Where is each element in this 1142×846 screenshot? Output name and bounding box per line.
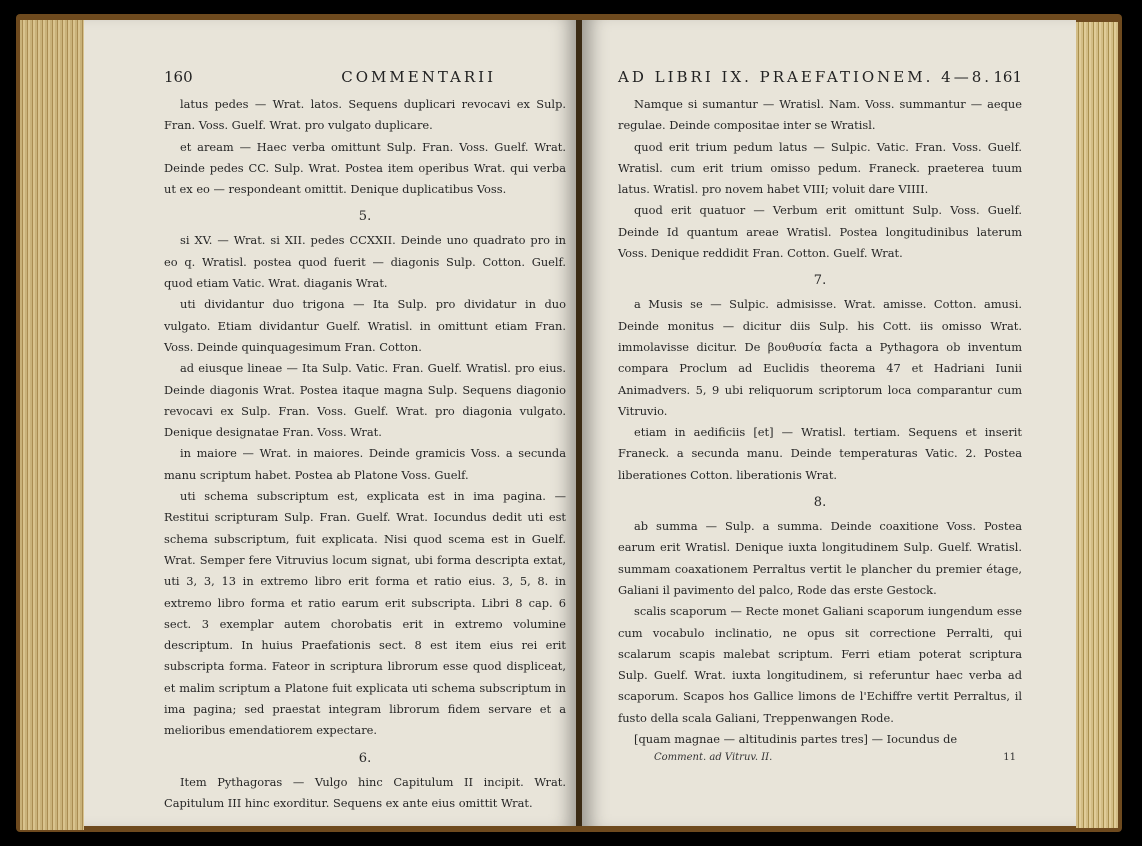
- paragraph: in maiore — Wrat. in maiores. Deinde gramicis Voss. a secunda manu scriptum habet. Postea ab Platone Voss. Guelf.: [164, 446, 566, 482]
- left-page-content: [164, 68, 566, 814]
- paragraph: uti dividantur duo trigona — Ita Sulp. pro dividatur in duo vulgato. Etiam dividantur Guelf. Wratisl. in omittunt etiam Fran. Voss. Deinde quinquagesimum Fran. Cotton.: [164, 297, 566, 354]
- right-running-head: [618, 68, 1022, 86]
- paragraph: quod erit trium pedum latus — Sulpic. Vatic. Fran. Voss. Guelf. Wratisl. cum erit trium omisso pedum. Franeck. praeterea tuum latus. Wratisl. pro novem habet VIII; voluit dare VIIII.: [618, 139, 1022, 197]
- section-number: 8.: [813, 495, 827, 511]
- paragraph: Namque si sumantur — Wratisl. Nam. Voss. summantur — aeque regulae. Deinde compositae inter se Wratisl.: [618, 97, 1022, 133]
- paragraph: etiam in aedificiis [et] — Wratisl. tertiam. Sequens et inserit Franeck. a secunda manu. Deinde temperaturas Vatic. 2. Postea liberationes Cotton. liberationis Wrat.: [618, 425, 1022, 482]
- paragraph: ab summa — Sulp. a summa. Deinde coaxitione Voss. Postea earum erit Wratisl. Denique iuxta longitudinem Sulp. Guelf. Wratisl. summam coaxationem Perraltus vertit le plancher du premier étage, Galiani il pavimento del palco, Rode das erste Gestock.: [618, 519, 1022, 597]
- section-number: 5.: [358, 209, 372, 225]
- page-edges-left: [20, 20, 84, 830]
- paragraph: a Musis se — Sulpic. admisisse. Wrat. amisse. Cotton. amusi. Deinde monitus — dicitur diis Sulp. his Cott. iis omisso Wrat. immolavisse dicitur. De βουθυσία facta a Pythagora ob inventum compara Proclum ad Euclidis theorema 47 et Hadriani Iunii Animadvers. 5, 9 ubi reliquorum scriptorum loca comparantur cum Vitruvio.: [618, 297, 1022, 418]
- right-page-footer: [618, 752, 1022, 763]
- section-number: 6.: [358, 750, 372, 766]
- section-number: 7.: [813, 273, 827, 289]
- left-page: [84, 20, 578, 826]
- paragraph: latus pedes — Wrat. latos. Sequens duplicari revocavi ex Sulp. Fran. Voss. Guelf. Wrat. pro vulgato duplicare.: [164, 97, 566, 133]
- signature-number: 11: [1003, 752, 1016, 764]
- left-text-body: [164, 94, 566, 814]
- left-page-number: 160: [164, 68, 193, 86]
- paragraph: [quam magnae — altitudinis partes tres] — Iocundus de: [634, 732, 958, 747]
- page-edges-right: [1076, 22, 1118, 828]
- paragraph: scalis scaporum — Recte monet Galiani scaporum iungendum esse cum vocabulo inclinatio, ne opus sit correctione Perralti, qui scalarum scapis malebat scriptum. Ferri etiam poterat scriptura Sulp. Guelf. Wrat. iuxta longitudinem, si referuntur haec verba ad scaporum. Scapos hos Gallice limons de l'Echiffre vertit Perraltus, il fusto della scala Galiani, Treppenwangen Rode.: [618, 604, 1022, 725]
- signature-mark: Comment. ad Vitruv. II.: [654, 752, 773, 764]
- right-page: [582, 20, 1076, 826]
- paragraph: et aream — Haec verba omittunt Sulp. Fran. Voss. Guelf. Wrat. Deinde pedes CC. Sulp. Wrat. Postea item operibus Wrat. qui verba ut ex eo — respondeant omittit. Denique duplicatibus Voss.: [164, 139, 566, 197]
- right-page-number: 161: [993, 68, 1022, 86]
- right-running-title: AD LIBRI IX. PRAEFATIONEM. 4—8.: [618, 68, 993, 86]
- paragraph: ad eiusque lineae — Ita Sulp. Vatic. Fran. Guelf. Wratisl. pro eius. Deinde diagonis Wrat. Postea itaque magna Sulp. Sequens diagonio revocavi ex Sulp. Fran. Voss. Guelf. Wrat. pro diagonia vulgato. Denique designatae Fran. Voss. Wrat.: [164, 361, 566, 440]
- paragraph: si XV. — Wrat. si XII. pedes CCXXII. Deinde uno quadrato pro in eo q. Wratisl. postea quod fuerit — diagonis Sulp. Cotton. Guelf. quod etiam Vatic. Wrat. diaganis Wrat.: [164, 233, 566, 291]
- paragraph: uti schema subscriptum est, explicata est in ima pagina. — Restitui scripturam Sulp. Fran. Guelf. Wrat. Iocundus dedit uti est schema subscriptum, fuit explicata. Nisi quod scema est in Guelf. Wrat. Semper fere Vitruvius locum signat, ubi forma descripta extat, uti 3, 3, 13 in extremo libro erit forma et ratio eius. 3, 5, 8. in extremo libro forma et ratio earum erit subscripta. Libri 8 cap. 6 sect. 3 exemplar autem chorobatis erit in extremo volumine descriptum. In huius Praefationis sect. 8 est item eius rei erit subscripta forma. Fateor in scriptura librorum esse quod displiceat, et malim scriptum a Platone fuit explicata uti schema subscriptum in ima pagina; sed praestat integram librorum fidem servare et a melioribus emendatiorem expectare.: [164, 489, 566, 738]
- paragraph: quod erit quatuor — Verbum erit omittunt Sulp. Voss. Guelf. Deinde Id quantum areae Wratisl. Postea longitudinibus laterum Voss. Denique reddidit Fran. Cotton. Guelf. Wrat.: [618, 203, 1022, 261]
- left-running-head: [164, 68, 566, 86]
- left-running-title: COMMENTARII: [341, 68, 496, 86]
- right-text-body: [618, 94, 1022, 750]
- right-page-content: [618, 68, 1022, 763]
- paragraph: Item Pythagoras — Vulgo hinc Capitulum II incipit. Wrat. Capitulum III hinc exorditur. Sequens ex ante eius omittit Wrat.: [164, 774, 566, 810]
